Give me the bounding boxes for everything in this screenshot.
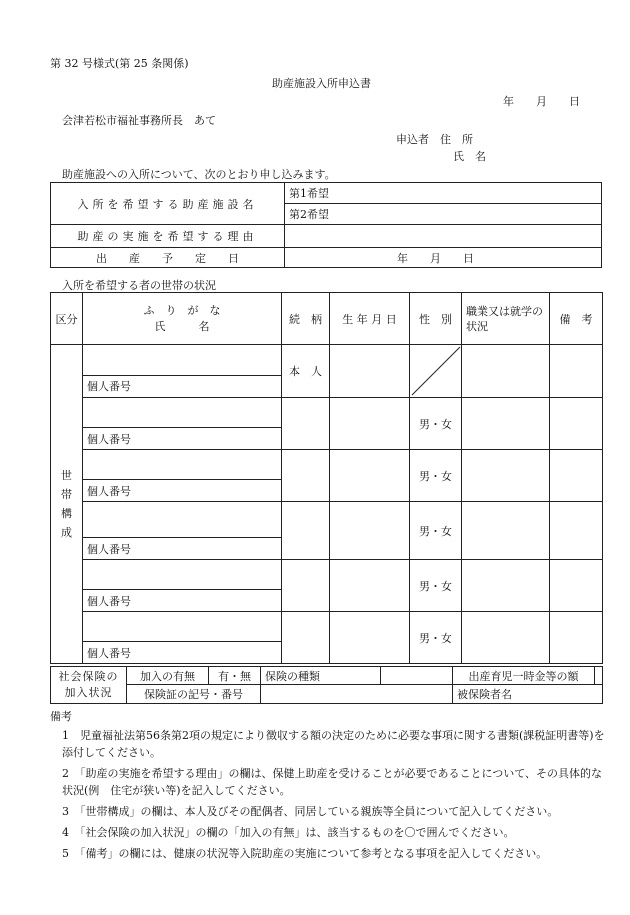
member-4-job-field[interactable] bbox=[462, 502, 550, 560]
member-4-personal-number[interactable]: 個人番号 bbox=[83, 538, 282, 560]
member-5-relation-field[interactable] bbox=[282, 560, 330, 612]
member-3-job-field[interactable] bbox=[462, 450, 550, 502]
member-6-job-field[interactable] bbox=[462, 612, 550, 664]
applicant-name-label: 氏 名 bbox=[453, 150, 486, 163]
insured-cell[interactable] bbox=[453, 685, 603, 704]
note-item: 4 「社会保険の加入状況」の欄の「加入の有無」は、該当するものを〇で囲んでください。 bbox=[62, 826, 515, 839]
member-5-remarks-field[interactable] bbox=[550, 560, 603, 612]
intro-text: 助産施設への入所について、次のとおり申し込みます。 bbox=[62, 168, 336, 181]
reason-field[interactable] bbox=[285, 225, 602, 248]
form-number: 第 32 号様式(第 25 条関係) bbox=[50, 57, 189, 70]
member-6-personal-number[interactable]: 個人番号 bbox=[83, 642, 282, 664]
cert-field[interactable] bbox=[261, 685, 453, 704]
member-2-birth-field[interactable] bbox=[330, 398, 410, 450]
household-table bbox=[50, 292, 603, 664]
member-6-birth-field[interactable] bbox=[330, 612, 410, 664]
member-2-sex[interactable]: 男・女 bbox=[410, 398, 462, 450]
member-1-name-field[interactable] bbox=[83, 345, 282, 376]
section-label: 世帯構成 bbox=[61, 469, 72, 539]
header-relation: 続 柄 bbox=[282, 293, 330, 345]
addressee: 会津若松市福祉事務所長 あて bbox=[62, 114, 216, 127]
section-label-cell bbox=[51, 345, 83, 664]
member-4-birth-field[interactable] bbox=[330, 502, 410, 560]
member-5-personal-number[interactable]: 個人番号 bbox=[83, 590, 282, 612]
member-2-relation-field[interactable] bbox=[282, 398, 330, 450]
member-4-remarks-field[interactable] bbox=[550, 502, 603, 560]
member-3-personal-number[interactable]: 個人番号 bbox=[83, 480, 282, 502]
enroll-value[interactable]: 有・無 bbox=[209, 667, 261, 685]
member-5-job-field[interactable] bbox=[462, 560, 550, 612]
header-kubun: 区分 bbox=[51, 293, 83, 345]
member-2-remarks-field[interactable] bbox=[550, 398, 603, 450]
note-item: 1 児童福祉法第56条第2項の規定により徴収する額の決定のために必要な事項に関する書類(課税証明書等)を添付してください。 bbox=[62, 729, 605, 759]
member-4-name-field[interactable] bbox=[83, 502, 282, 538]
enroll-label: 加入の有無 bbox=[127, 667, 209, 685]
header-name bbox=[83, 293, 282, 345]
facility-label: 入所を希望する助産施設名 bbox=[51, 183, 285, 225]
header-sex: 性 別 bbox=[410, 293, 462, 345]
note-item: 3 「世帯構成」の欄は、本人及びその配偶者、同居している親族等全員について記入してください。 bbox=[62, 805, 559, 818]
header-furigana: ふ り が な bbox=[143, 303, 221, 317]
note-item: 5 「備考」の欄には、健康の状況等入院助産の実施について参考となる事項を記入してください。 bbox=[62, 847, 548, 860]
due-date-label: 出 産 予 定 日 bbox=[51, 248, 285, 268]
member-5-sex[interactable]: 男・女 bbox=[410, 560, 462, 612]
insurance-kind-field[interactable] bbox=[381, 667, 453, 685]
member-2-personal-number[interactable]: 個人番号 bbox=[83, 428, 282, 450]
member-3-sex[interactable]: 男・女 bbox=[410, 450, 462, 502]
note-item: 2 「助産の実施を希望する理由」の欄は、保健上助産を受けることが必要であることについて、その具体的な状況(例 住宅が狭い等)を記入してください。 bbox=[62, 767, 603, 797]
member-1-remarks-field[interactable] bbox=[550, 345, 603, 398]
applicant-address-label: 申込者 住 所 bbox=[396, 133, 473, 146]
member-4-sex[interactable]: 男・女 bbox=[410, 502, 462, 560]
header-birth: 生 年 月 日 bbox=[330, 293, 410, 345]
member-4-relation-field[interactable] bbox=[282, 502, 330, 560]
member-5-name-field[interactable] bbox=[83, 560, 282, 590]
member-6-remarks-field[interactable] bbox=[550, 612, 603, 664]
header-name-text: 氏 名 bbox=[154, 319, 210, 333]
member-3-remarks-field[interactable] bbox=[550, 450, 603, 502]
cert-label: 保険証の記号・番号 bbox=[127, 685, 261, 704]
member-1-relation: 本 人 bbox=[282, 345, 330, 398]
member-2-name-field[interactable] bbox=[83, 398, 282, 428]
member-1-birth-field[interactable] bbox=[330, 345, 410, 398]
member-1-job-field[interactable] bbox=[462, 345, 550, 398]
due-date-field[interactable]: 年 月 日 bbox=[285, 248, 602, 268]
notes-list bbox=[62, 727, 606, 866]
lump-sum-field[interactable] bbox=[595, 667, 603, 685]
date-line: 年 月 日 bbox=[503, 95, 580, 108]
second-choice-field[interactable]: 第2希望 bbox=[285, 204, 602, 225]
household-caption: 入所を希望する者の世帯の状況 bbox=[62, 279, 216, 292]
insurance-label: 社会保険の加入状況 bbox=[51, 667, 127, 704]
member-6-relation-field[interactable] bbox=[282, 612, 330, 664]
member-3-birth-field[interactable] bbox=[330, 450, 410, 502]
insurance-table bbox=[50, 666, 603, 704]
header-remarks: 備 考 bbox=[550, 293, 603, 345]
member-2-job-field[interactable] bbox=[462, 398, 550, 450]
page-title: 助産施設入所申込書 bbox=[272, 77, 371, 90]
facility-table bbox=[50, 182, 602, 268]
member-6-name-field[interactable] bbox=[83, 612, 282, 642]
member-3-relation-field[interactable] bbox=[282, 450, 330, 502]
member-5-birth-field[interactable] bbox=[330, 560, 410, 612]
lump-sum-label: 出産育児一時金等の額 bbox=[453, 667, 595, 685]
header-job: 職業又は就学の状況 bbox=[462, 293, 550, 345]
diagonal-line-icon bbox=[410, 345, 462, 397]
reason-label: 助産の実施を希望する理由 bbox=[51, 225, 285, 248]
insurance-kind-cell[interactable] bbox=[261, 667, 381, 685]
insurance-kind-label: 保険の種類 bbox=[265, 669, 320, 683]
member-1-personal-number[interactable]: 個人番号 bbox=[83, 375, 282, 397]
insured-label: 被保険者名 bbox=[457, 688, 512, 701]
member-1-sex-slash bbox=[410, 345, 462, 398]
member-6-sex[interactable]: 男・女 bbox=[410, 612, 462, 664]
first-choice-field[interactable]: 第1希望 bbox=[285, 183, 602, 204]
member-3-name-field[interactable] bbox=[83, 450, 282, 480]
notes-heading: 備考 bbox=[50, 710, 72, 723]
